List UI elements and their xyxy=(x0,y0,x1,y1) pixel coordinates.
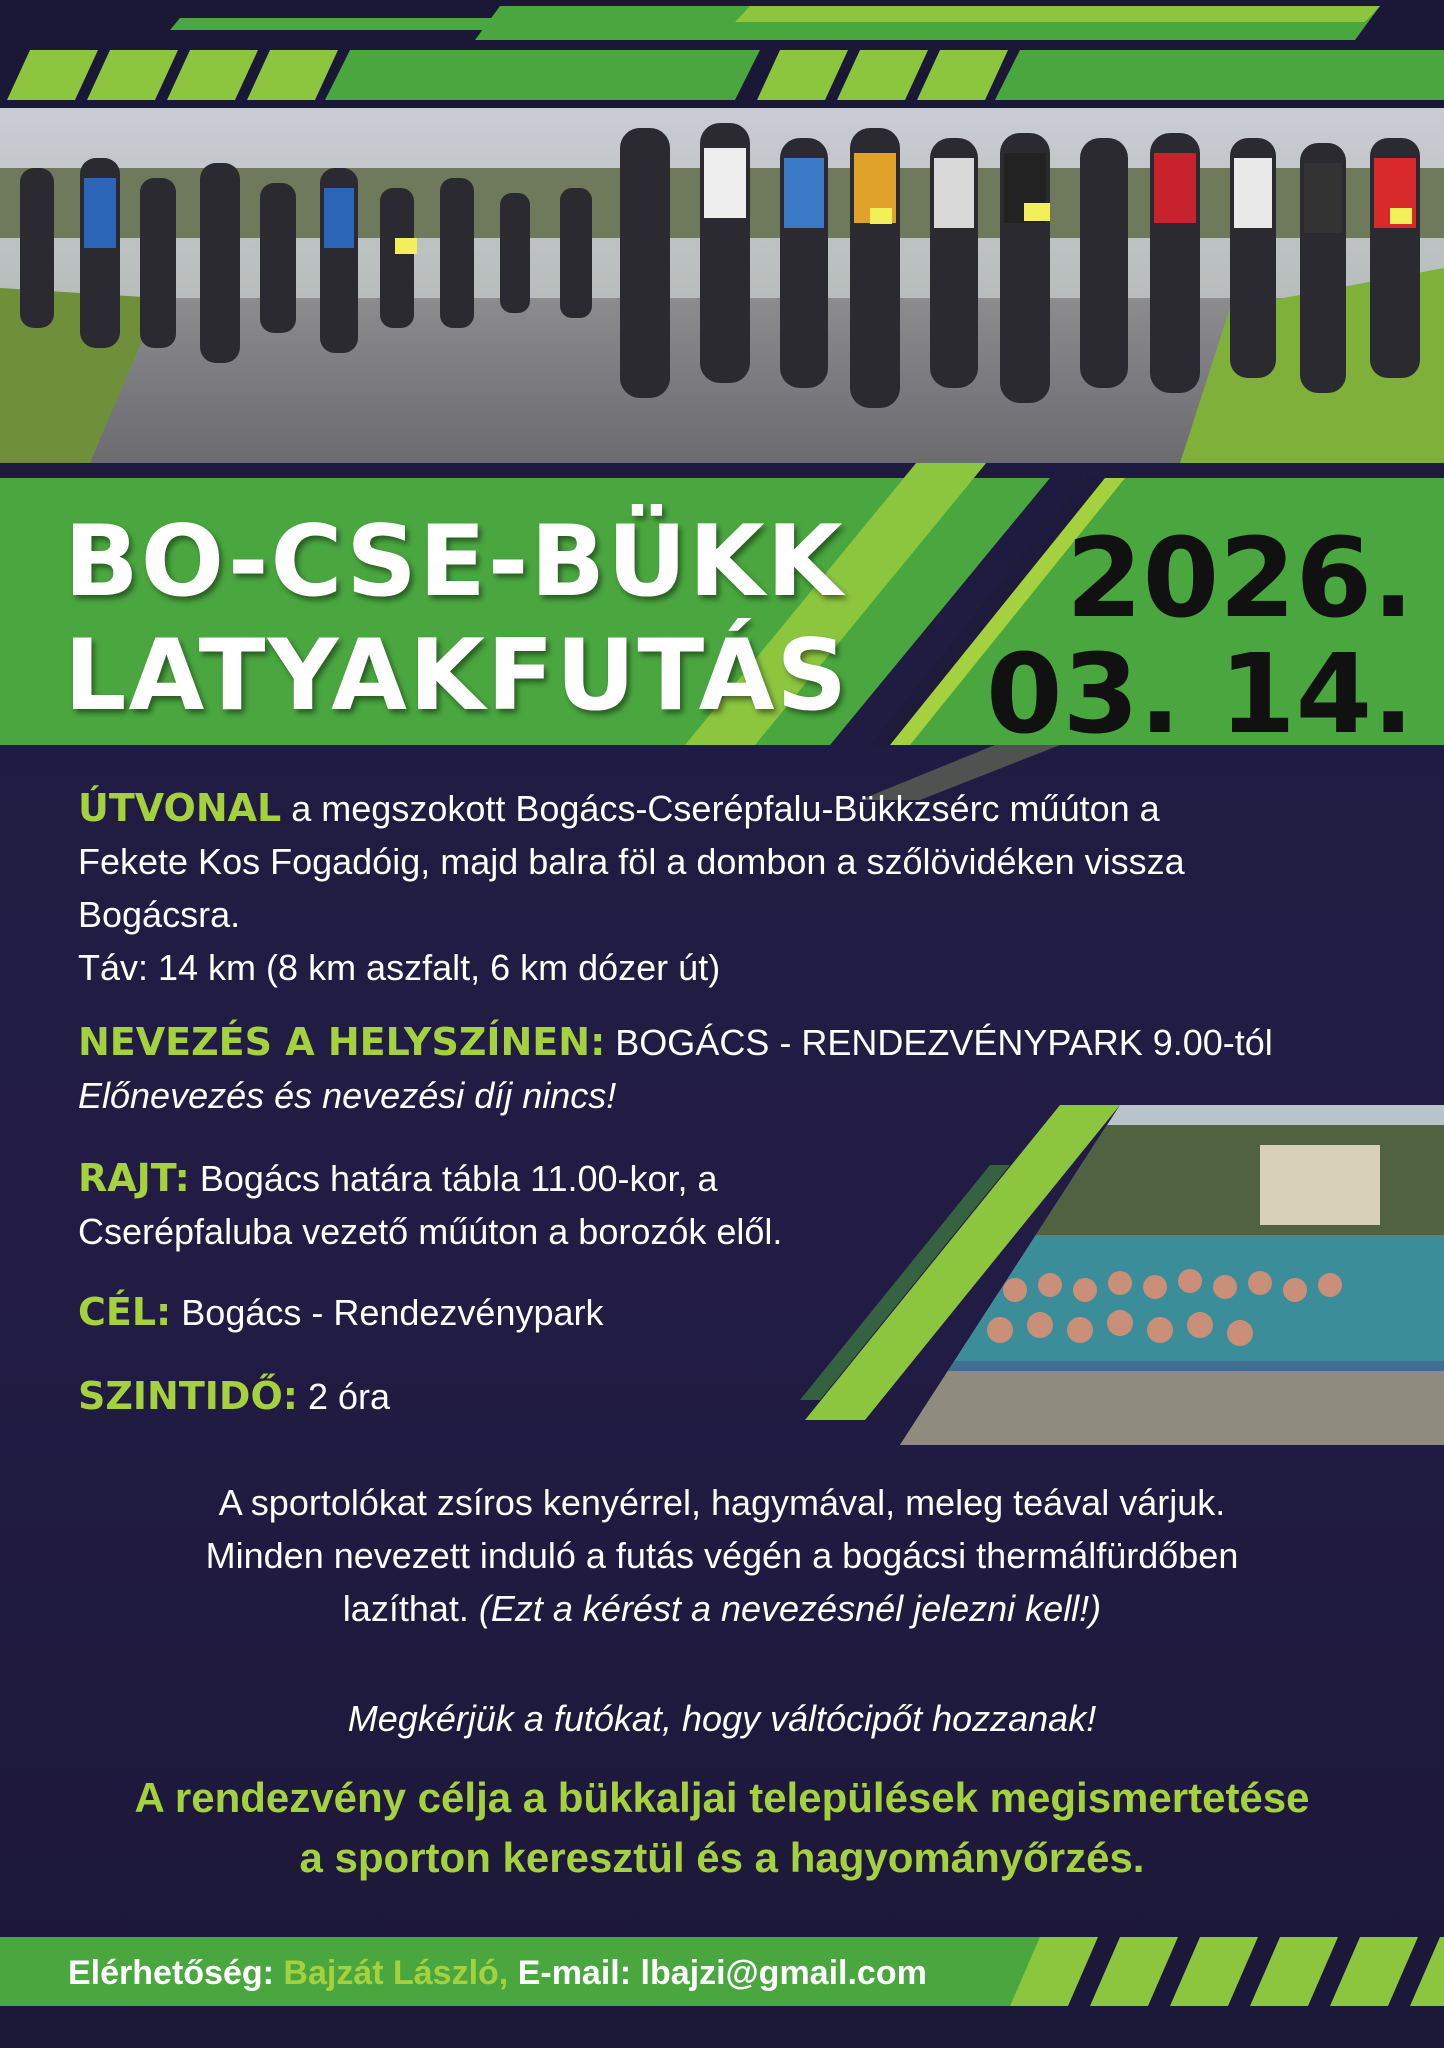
contact-email: E-mail: lbajzi@gmail.com xyxy=(517,1954,927,1992)
start-text-line2: Cserépfaluba vezető műúton a borozók elől. xyxy=(78,1211,783,1252)
goal-line1: A rendezvény célja a bükkaljai települések megismertetése xyxy=(134,1774,1310,1821)
registration-text: BOGÁCS - RENDEZVÉNYPARK 9.00-tól xyxy=(615,1022,1273,1063)
contact-label: Elérhetőség: xyxy=(68,1954,274,1992)
event-date-line2: 03. 14. xyxy=(985,630,1414,758)
goal-line2: a sporton keresztül és a hagyományőrzés. xyxy=(299,1834,1145,1881)
perks-line3-note: (Ezt a kérést a nevezésnél jelezni kell!) xyxy=(478,1588,1102,1629)
time-limit-section xyxy=(78,1370,390,1423)
event-date xyxy=(974,514,1414,758)
start-heading: RAJT: xyxy=(78,1156,190,1200)
time-limit-heading: SZINTIDŐ: xyxy=(78,1374,298,1418)
registration-note: Előnevezés és nevezési díj nincs! xyxy=(78,1075,617,1116)
runners-photo xyxy=(0,108,1444,463)
route-section xyxy=(78,782,1185,994)
route-distance: Táv: 14 km (8 km aszfalt, 6 km dózer út) xyxy=(78,947,721,988)
start-section xyxy=(78,1152,782,1258)
route-text-line3: Bogácsra. xyxy=(78,894,241,935)
time-limit-text: 2 óra xyxy=(307,1376,391,1417)
route-heading: ÚTVONAL xyxy=(78,786,282,830)
registration-section xyxy=(78,1016,1273,1122)
finish-text: Bogács - Rendezvénypark xyxy=(181,1292,604,1333)
finish-heading: CÉL: xyxy=(78,1290,172,1334)
event-title-line1: BO-CSE-BÜKK xyxy=(64,505,845,619)
perks-line1: A sportolókat zsíros kenyérrel, hagymával, meleg teával várjuk. xyxy=(218,1482,1226,1523)
event-date-line1: 2026. xyxy=(1066,514,1414,642)
event-title-line2: LATYAKFUTÁS xyxy=(64,619,850,733)
perks-line3 xyxy=(0,1582,1444,1635)
shoes-note: Megkérjük a futókat, hogy váltócipőt hozzanak! xyxy=(347,1698,1097,1739)
finish-section xyxy=(78,1286,604,1339)
contact-bar xyxy=(68,1950,927,1996)
route-text-line2: Fekete Kos Fogadóig, majd balra föl a dombon a szőlövidéken vissza xyxy=(78,841,1185,882)
event-title xyxy=(64,505,849,733)
perks-line3-text: lazíthat. xyxy=(342,1588,469,1629)
contact-name: Bajzát László, xyxy=(283,1954,509,1992)
start-text: Bogács határa tábla 11.00-kor, a xyxy=(199,1158,718,1199)
route-text: a megszokott Bogács-Cserépfalu-Bükkzsérc műúton a xyxy=(291,788,1160,829)
registration-heading: NEVEZÉS A HELYSZÍNEN: xyxy=(78,1020,606,1064)
perks-line2: Minden nevezett induló a futás végén a bogácsi thermálfürdőben xyxy=(205,1535,1239,1576)
